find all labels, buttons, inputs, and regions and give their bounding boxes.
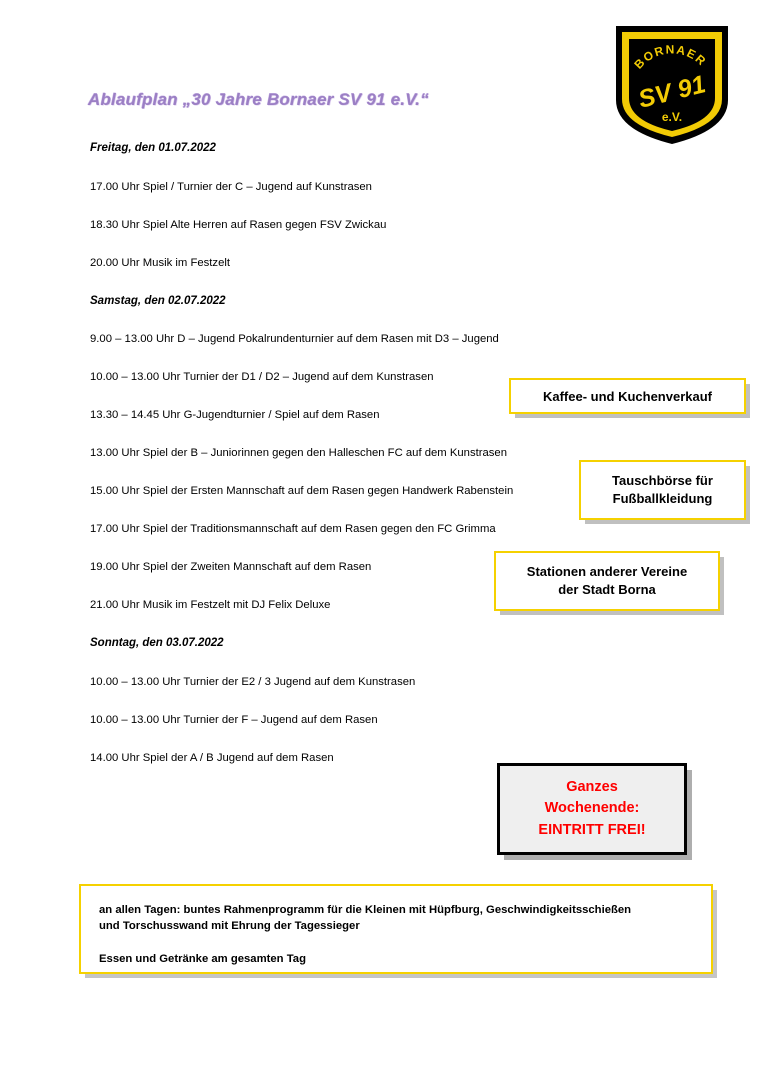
schedule-entry: 13.30 – 14.45 Uhr G-Jugendturnier / Spiel auf dem Rasen <box>90 409 380 422</box>
callout-kaffee-label: Kaffee- und Kuchenverkauf <box>542 388 713 404</box>
schedule-entry: 10.00 – 13.00 Uhr Turnier der E2 / 3 Jugend auf dem Kunstrasen <box>90 675 416 688</box>
day-heading-sunday: Sonntag, den 03.07.2022 <box>90 637 224 650</box>
schedule-entry: 17.00 Uhr Spiel der Traditionsmannschaft auf dem Rasen gegen den FC Grimma <box>90 523 496 536</box>
footer-line-1: an allen Tagen: buntes Rahmenprogramm für die Kleinen mit Hüpfburg, Geschwindigkeitsschießen <box>99 904 632 916</box>
schedule-entry: 20.00 Uhr Musik im Festzelt <box>90 256 230 269</box>
schedule-entry: 19.00 Uhr Spiel der Zweiten Mannschaft auf dem Rasen <box>90 561 372 574</box>
callout-stationen-line1: Stationen anderer Vereine <box>526 564 688 580</box>
schedule-list <box>90 142 590 765</box>
schedule-entry: 13.00 Uhr Spiel der B – Juniorinnen gegen den Halleschen FC auf dem Kunstrasen <box>90 447 507 460</box>
schedule-entry: 9.00 – 13.00 Uhr D – Jugend Pokalrundenturnier auf dem Rasen mit D3 – Jugend <box>90 333 499 346</box>
page-title: Ablaufplan „30 Jahre Bornaer SV 91 e.V.“ <box>88 90 429 109</box>
callout-rahmenprogramm <box>79 884 713 974</box>
schedule-entry: 21.00 Uhr Musik im Festzelt mit DJ Felix Deluxe <box>90 599 331 612</box>
callout-stationen-line2: der Stadt Borna <box>558 582 656 597</box>
schedule-entry: 17.00 Uhr Spiel / Turnier der C – Jugend auf Kunstrasen <box>90 180 372 193</box>
footer-line-2: und Torschusswand mit Ehrung der Tagessieger <box>99 920 360 933</box>
schedule-entry: 15.00 Uhr Spiel der Ersten Mannschaft auf dem Rasen gegen Handwerk Rabenstein <box>90 485 514 498</box>
footer-line-3: Essen und Getränke am gesamten Tag <box>99 952 306 965</box>
club-crest-icon <box>608 18 736 148</box>
callout-eintritt-line1: Ganzes <box>566 779 618 796</box>
schedule-entry: 18.30 Uhr Spiel Alte Herren auf Rasen gegen FSV Zwickau <box>90 218 387 231</box>
callout-tauschboerse <box>579 460 746 520</box>
schedule-entry: 10.00 – 13.00 Uhr Turnier der F – Jugend auf dem Rasen <box>90 713 378 726</box>
day-heading-friday: Freitag, den 01.07.2022 <box>90 142 216 154</box>
svg-text:e.V.: e.V. <box>661 110 683 124</box>
callout-tauschboerse-line1: Tauschbörse für <box>612 473 713 489</box>
day-heading-saturday: Samstag, den 02.07.2022 <box>90 294 226 307</box>
svg-text:BORNAER: BORNAER <box>631 42 710 72</box>
callout-kaffee-kuchen <box>509 378 746 414</box>
svg-text:SV 91: SV 91 <box>635 70 709 114</box>
callout-stationen-vereine <box>494 551 720 611</box>
callout-eintritt-line2: Wochenende: <box>544 800 640 817</box>
callout-tauschboerse-line2: Fußballkleidung <box>612 491 713 506</box>
callout-eintritt-frei <box>497 763 687 855</box>
schedule-entry: 10.00 – 13.00 Uhr Turnier der D1 / D2 – Jugend auf dem Kunstrasen <box>90 371 434 384</box>
callout-eintritt-line3: EINTRITT FREI! <box>538 821 646 838</box>
bornaer-sv-91-logo <box>608 18 736 148</box>
schedule-entry: 14.00 Uhr Spiel der A / B Jugend auf dem Rasen <box>90 751 334 764</box>
